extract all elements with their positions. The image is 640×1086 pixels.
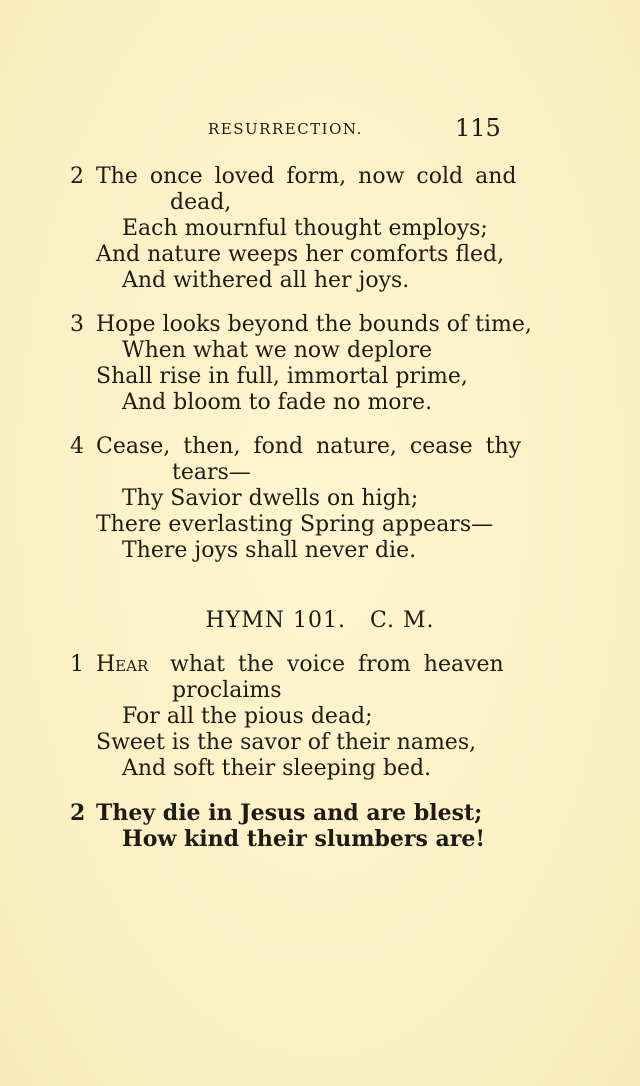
verse-line: The once loved form, now cold and [96,164,517,189]
verse-line: For all the pious dead; [122,704,373,729]
running-title: RESURRECTION. [208,120,363,138]
verse-line: tears— [172,460,251,485]
verse-line: Thy Savior dwells on high; [122,486,419,511]
verse-number: 4 [70,434,84,459]
verse-line: They die in Jesus and are blest; [96,800,483,826]
verse-line: And soft their sleeping bed. [122,756,432,781]
verse-line: How kind their slumbers are! [122,826,485,852]
verse-line: dead, [170,190,232,215]
verse-line: proclaims [172,678,282,703]
verse-line: Cease, then, fond nature, cease thy [96,434,522,459]
verse-line: And bloom to fade no more. [122,390,433,415]
verse-line: And withered all her joys. [122,268,410,293]
running-head [0,114,640,144]
verse-line: Shall rise in full, immortal prime, [96,364,468,389]
verse-number: 1 [70,652,84,677]
verse-line: what the voice from heaven [170,652,504,677]
verse-line: Hope looks beyond the bounds of time, [96,312,532,337]
verse-number: 3 [70,312,84,337]
page-number: 115 [455,114,501,142]
verse-line: There everlasting Spring appears— [96,512,494,537]
verse-line: Each mournful thought employs; [122,216,488,241]
hymn-heading: HYMN 101. C. M. [205,608,435,633]
verse-line: There joys shall never die. [122,538,417,563]
verse-number: 2 [70,164,84,189]
verse-line: And nature weeps her comforts fled, [96,242,505,267]
first-word: Hear [96,652,149,677]
verse-number: 2 [70,800,86,826]
verse-line: When what we now deplore [122,338,432,363]
verse-line: Sweet is the savor of their names, [96,730,477,755]
